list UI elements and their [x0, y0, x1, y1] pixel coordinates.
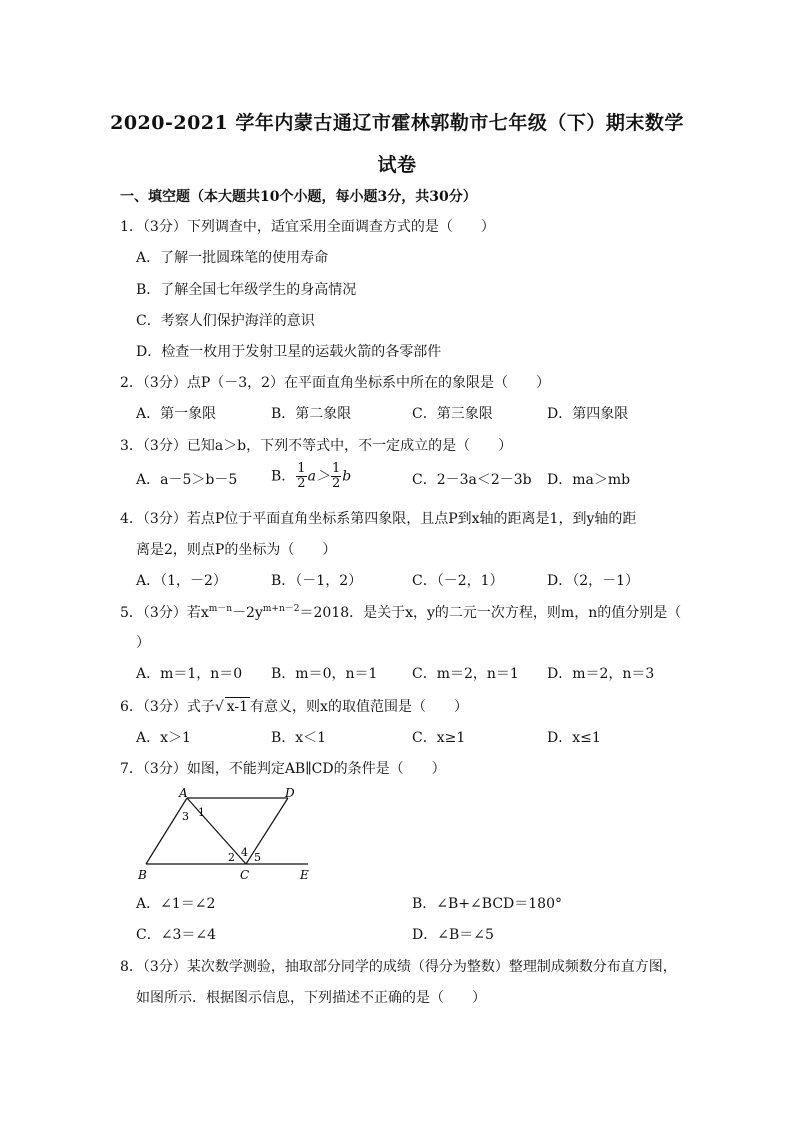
question-7-option-d: D．∠B＝∠5 [412, 927, 494, 943]
sqrt-radicand: x-1 [226, 699, 249, 715]
angle-label-1: 1 [198, 806, 205, 819]
section-heading: 一、填空题（本大题共10个小题，每小题3分，共30分） [120, 189, 477, 205]
question-5-stem-line2: ） [136, 635, 150, 651]
parallelogram-figure [130, 785, 330, 885]
angle-label-4: 4 [241, 846, 248, 859]
question-4-option-d: D．（2，－1） [547, 573, 640, 589]
question-4-option-a: A．（1，－2） [136, 573, 227, 589]
question-4-stem-line2: 离是2，则点P的坐标为（ ） [136, 542, 337, 558]
question-4-stem-line1: 4．（3分）若点P位于平面直角坐标系第四象限，且点P到x轴的距离是1，到y轴的距 [120, 511, 637, 527]
segment-dc [246, 798, 288, 864]
question-6-stem: 6．（3分）式子√ x-1 有意义，则x的取值范围是（ ） [120, 699, 468, 715]
fraction-half-1: $\frac{1}{2}$ [297, 461, 306, 491]
question-3-option-b: B． $\frac{1}{2}$ a＞ $\frac{1}{2}$ b [271, 461, 352, 491]
exam-title-line2: 试卷 [377, 154, 417, 176]
question-4-option-b: B．（－1，2） [271, 573, 363, 589]
label-a: A [179, 786, 188, 800]
angle-label-5: 5 [254, 851, 261, 864]
fraction-half-2: $\frac{1}{2}$ [331, 461, 341, 491]
question-5-option-c: C．m＝2，n＝1 [412, 666, 519, 682]
question-3-option-c: C．2－3a＜2－3b [412, 472, 532, 488]
question-5-option-a: A．m＝1，n＝0 [136, 666, 243, 682]
question-3-stem: 3．（3分）已知a＞b，下列不等式中，不一定成立的是（ ） [120, 438, 513, 454]
question-1-option-c: C．考察人们保护海洋的意识 [136, 313, 315, 329]
angle-label-2: 2 [228, 851, 235, 864]
exponent-2: m+n－2 [262, 604, 300, 614]
question-6-option-d: D．x≤1 [547, 730, 601, 746]
question-1-option-d: D．检查一枚用于发射卫星的运载火箭的各零部件 [136, 344, 442, 360]
question-5-option-b: B．m＝0，n＝1 [271, 666, 378, 682]
question-1-stem: 1．（3分）下列调查中，适宜采用全面调查方式的是（ ） [120, 219, 495, 235]
question-2-option-c: C．第三象限 [412, 406, 493, 422]
sqrt-sign: √ [214, 699, 224, 715]
segment-ab [146, 798, 187, 864]
angle-label-3: 3 [182, 810, 189, 823]
exponent-1: m－n [208, 604, 233, 614]
question-3-option-a: A．a－5＞b－5 [136, 472, 238, 488]
question-2-option-b: B．第二象限 [271, 406, 352, 422]
segment-ac [187, 798, 246, 864]
question-7-option-a: A．∠1＝∠2 [136, 896, 216, 912]
question-8-stem-line2: 如图所示．根据图示信息，下列描述不正确的是（ ） [136, 990, 486, 1006]
question-6-option-a: A．x＞1 [136, 730, 191, 746]
label-d: D [285, 786, 295, 800]
question-1-option-a: A．了解一批圆珠笔的使用寿命 [136, 250, 329, 266]
exam-title-line1: 2020-2021 学年内蒙古通辽市霍林郭勒市七年级（下）期末数学 [110, 112, 684, 134]
label-c: C [240, 868, 250, 882]
question-1-option-b: B．了解全国七年级学生的身高情况 [136, 282, 357, 298]
question-5-stem-line1: 5．（3分）若$x^{m-n}-2y^{m+n-2}=2018$．是关于x，y的二元一次方程，则m，n的值分别是（ [120, 604, 682, 621]
question-2-option-d: D．第四象限 [547, 406, 629, 422]
question-8-stem-line1: 8．（3分）某次数学测验，抽取部分同学的成绩（得分为整数）整理制成频数分布直方图， [120, 959, 677, 975]
question-4-option-c: C．（－2，1） [412, 573, 504, 589]
option-b-label: B． [271, 468, 296, 485]
label-b: B [138, 868, 147, 882]
question-7-option-b: B．∠B+∠BCD＝180° [412, 896, 562, 912]
question-7-stem: 7．（3分）如图，不能判定AB∥CD的条件是（ ） [120, 761, 446, 777]
question-6-option-b: B．x＜1 [271, 730, 327, 746]
question-6-option-c: C．x≥1 [412, 730, 466, 746]
question-2-stem: 2．（3分）点P（－3，2）在平面直角坐标系中所在的象限是（ ） [120, 375, 551, 391]
question-3-option-d: D．ma＞mb [547, 472, 631, 488]
question-7-option-c: C．∠3＝∠4 [136, 927, 216, 943]
question-2-option-a: A．第一象限 [136, 406, 217, 422]
label-e: E [300, 868, 309, 882]
question-5-option-d: D．m＝2，n＝3 [547, 666, 655, 682]
